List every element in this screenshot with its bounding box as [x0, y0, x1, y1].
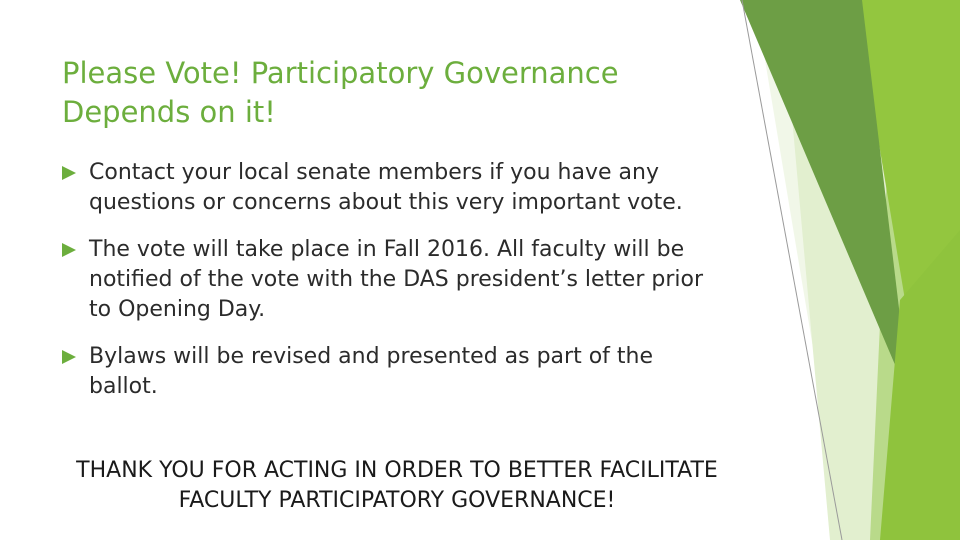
thank-you-message: THANK YOU FOR ACTING IN ORDER TO BETTER FACILITATE FACULTY PARTICIPATORY GOVERNANCE! [76, 458, 718, 513]
triangle-bullet-icon [62, 350, 76, 364]
slide-title: Please Vote! Participatory Governance Depends on it! [62, 56, 619, 129]
triangle-bullet-icon [62, 166, 76, 180]
bullet-list [62, 158, 722, 419]
bullet-item [62, 235, 722, 325]
bullet-text: Contact your local senate members if you have any questions or concerns about this very important vote. [89, 160, 683, 215]
bullet-item [62, 342, 722, 402]
bullet-item [62, 158, 722, 218]
triangle-bullet-icon [62, 243, 76, 257]
bullet-text: The vote will take place in Fall 2016. All faculty will be notified of the vote with the DAS president’s letter prior to Opening Day. [89, 237, 704, 322]
bullet-text: Bylaws will be revised and presented as part of the ballot. [89, 344, 654, 399]
